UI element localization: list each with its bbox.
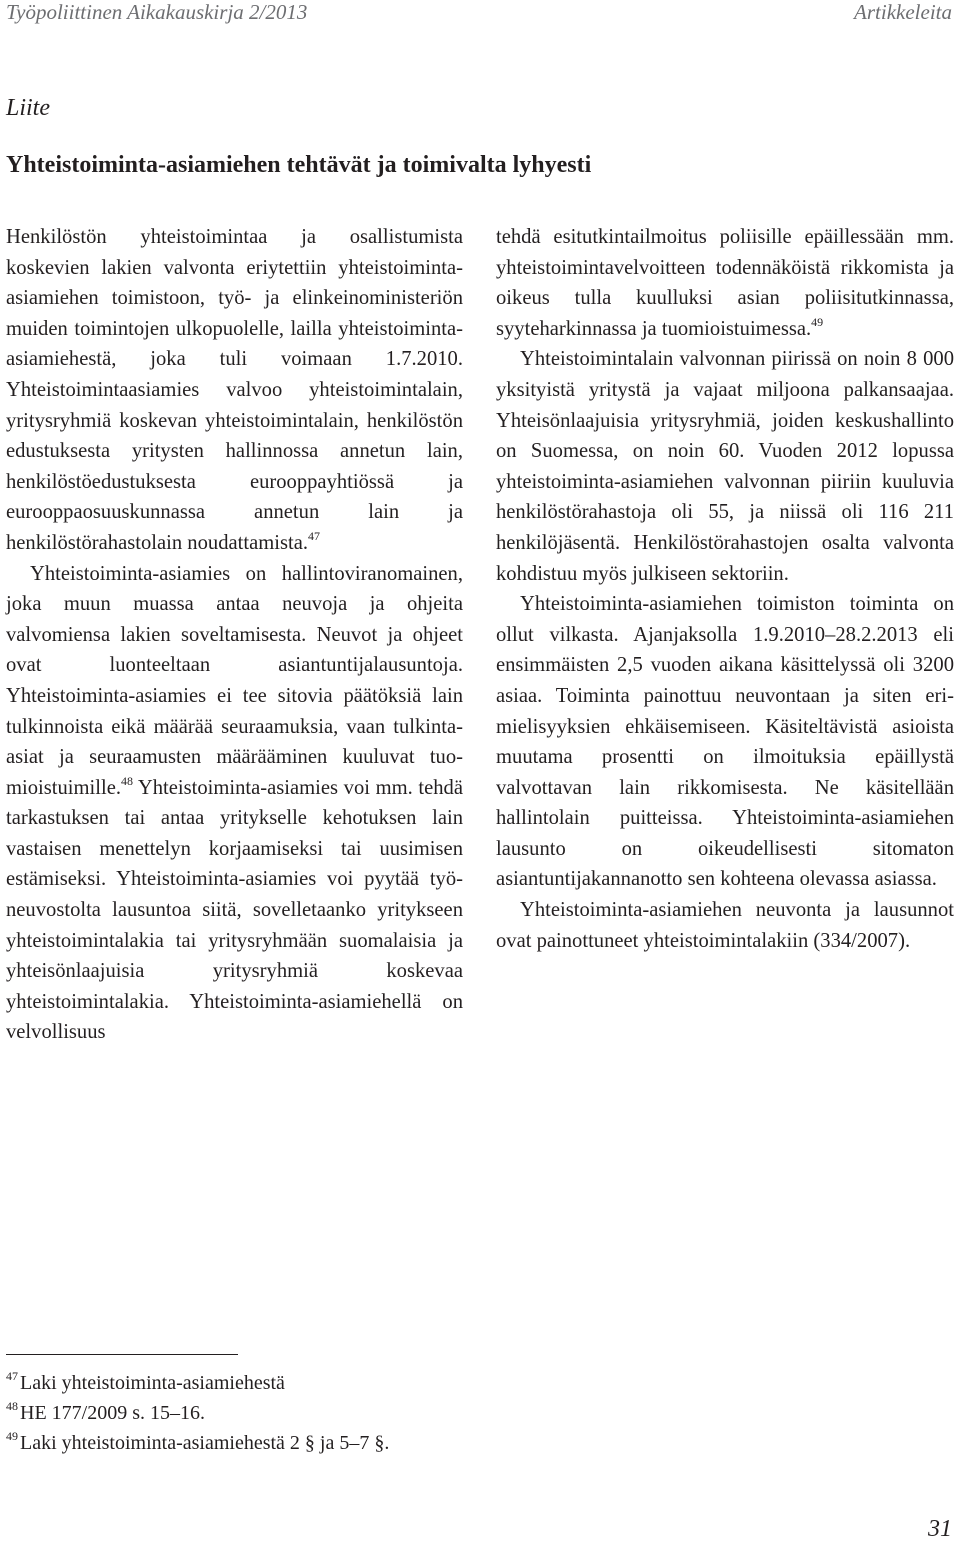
right-column	[496, 222, 954, 956]
footnote-item	[6, 1368, 706, 1398]
journal-name: Työpoliittinen Aikakauskirja 2/2013	[6, 0, 308, 24]
footnotes	[6, 1368, 706, 1458]
left-column	[6, 222, 463, 1048]
paragraph: Yhteistoiminta-asiamiehen neuvonta ja lausunnot ovat painottuneet yhteistoimintalakiin (334/2007).	[496, 899, 954, 952]
paragraph: Yhteistoiminta-asiamiehen toimiston toiminta on ollut vilkasta. Ajanjaksolla 1.9.2010–28.2.2013 eli ensimmäisten 2,5 vuoden aikana käsittelyssä oli 3200 asiaa. Toiminta painottuu neuvontaan ja siten erimielisyyksien ehkäisemiseen. Käsiteltävistä asioista muutama prosentti on ilmoituksia epäillystä valvottavan lain rikkomisesta. Ne käsitellään hallintolain puitteissa. Yhteistoiminta-asiamiehen lausunto on oikeudellisesti sitomaton asiantuntijakannanotto sen kohteena olevassa asiassa.	[496, 593, 954, 891]
footnote-text: HE 177/2009 s. 15–16.	[20, 1402, 205, 1424]
footnote-text: Laki yhteistoiminta-asiamiehestä	[20, 1372, 285, 1394]
paragraph: Yhteistoimintalain valvonnan piirissä on noin 8 000 yksityistä yritystä ja vajaat miljoona palkansaajaa. Yhteisönlaajuisia yritysryhmiä, joiden keskushallinto on Suomessa, on noin 60. Vuoden 2012 lopussa yhteistoiminta-asiamiehen valvonnan piiriin kuuluvia henkilöstörahastoja oli 55, ja niissä oli 116 211 henkilöjäsentä. Henkilöstörahastojen osalta valvonta kohdistuu myös julkiseen sektoriin.	[496, 348, 954, 585]
appendix-label: Liite	[6, 95, 51, 121]
paragraph-text: Yhteistoiminta-asiamies voi mm. tehdä tarkastuksen tai antaa yritykselle kehotuksen lain vastaisen menettelyn korjaamiseksi tai uusimisen estämiseksi. Yhteistoiminta-asiamies voi pyytää työneuvostolta lausuntoa siitä, sovelletaanko yritykseen yhteistoimintalakia tai yritysryhmään suomalaisia ja yhteisönlaajuisia yritysryhmiä koskevaa yhteistoimintalakia. Yhteistoiminta-asiamiehellä on velvollisuus	[6, 776, 463, 1044]
footnote-mark: 47	[6, 1369, 18, 1383]
paragraph	[496, 222, 954, 344]
footnote-ref[interactable]: 49	[811, 314, 824, 329]
page-number: 31	[928, 1516, 952, 1542]
paragraph-text: tehdä esitutkintailmoitus poliisille epäillessään mm. yhteistoimintavelvoitteen todennäköistä rikkomista ja oikeus tulla kuulluksi asian poliisitutkinnassa, syyteharkinnassa ja tuomioistuimessa.	[496, 226, 954, 340]
running-header	[6, 0, 952, 24]
footnote-mark: 49	[6, 1429, 18, 1443]
paragraph-text: Henkilöstön yhteistoimintaa ja osallistumista koskevien lakien valvonta eriytettiin yhteistoiminta-asiamiehen toimistoon, työ- ja elinkeinoministeriön muiden toimintojen ulkopuolelle, lailla yhteistoiminta-asiamiehestä, joka tuli voimaan 1.7.2010. Yhteistoimintaasiamies valvoo yhteistoimintalain, yritysryhmiä koskevan yhteistoimintalain, henkilöstön edustuksesta yritysten hallinnossa annetun lain, henkilöstöedustuksesta eurooppayhtiössä ja eurooppaosuuskunnassa annetun lain ja henkilöstörahastolain noudattamista.	[6, 226, 463, 554]
footnote-item	[6, 1398, 706, 1428]
footnote-ref[interactable]: 48	[121, 773, 133, 788]
paragraph	[6, 222, 463, 559]
footnote-mark: 48	[6, 1399, 18, 1413]
footnote-ref[interactable]: 47	[307, 528, 320, 543]
paragraph	[6, 559, 463, 1049]
paragraph-text: Yhteistoiminta-asiamies on hallintoviranomainen, joka muun muassa antaa neuvoja ja ohjeita valvomiensa lakien soveltamisesta. Neuvot ja ohjeet ovat luonteeltaan asiantuntijalausuntoja. Yhteistoiminta-asiamies ei tee sitovia päätöksiä lain tulkinnoista eikä määrää seuraamuksia, vaan tulkinta-asiat ja seuraamusten määrääminen kuuluvat tuomioistuimille.	[6, 562, 463, 799]
footnote-item	[6, 1428, 706, 1458]
article-title: Yhteistoiminta-asiamiehen tehtävät ja toimivalta lyhyesti	[6, 152, 592, 178]
footnote-divider	[6, 1354, 238, 1355]
section-name: Artikkeleita	[854, 0, 952, 24]
footnote-text: Laki yhteistoiminta-asiamiehestä 2 § ja 5–7 §.	[20, 1432, 390, 1454]
